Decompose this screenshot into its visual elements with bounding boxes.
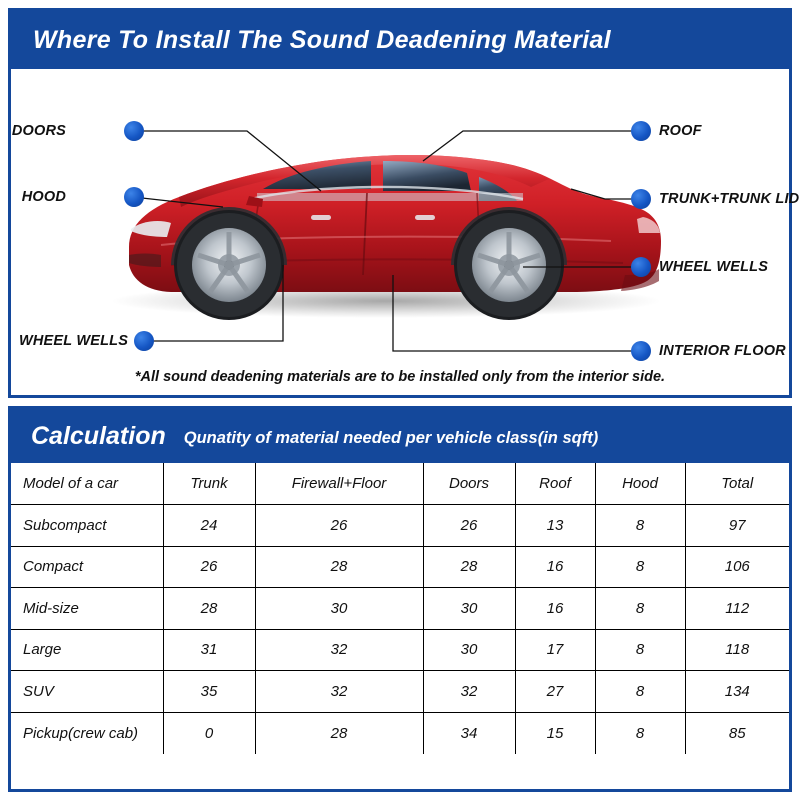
cell-firewall-floor: 28 [255,712,423,754]
callout-dot-roof [631,121,651,141]
table-row [11,671,789,713]
cell-roof: 16 [515,546,595,588]
install-locations-panel [8,8,800,398]
callout-label-roof: ROOF [659,123,702,139]
cell-trunk: 35 [163,671,255,713]
cell-roof: 16 [515,588,595,630]
table-row [11,505,789,547]
calculation-panel [8,406,792,792]
column-header-trunk: Trunk [163,463,255,505]
table-row [11,712,789,754]
table-row [11,588,789,630]
panel-header [11,11,789,69]
column-header-doors: Doors [423,463,515,505]
cell-roof: 27 [515,671,595,713]
cell-trunk: 26 [163,546,255,588]
cell-firewall-floor: 32 [255,629,423,671]
cell-firewall-floor: 30 [255,588,423,630]
cell-model: SUV [11,671,163,713]
cell-firewall-floor: 26 [255,505,423,547]
table-row [11,629,789,671]
page-title: Where To Install The Sound Deadening Material [33,25,611,54]
cell-total: 118 [685,629,789,671]
callout-label-doors: DOORS [11,123,66,139]
cell-model: Large [11,629,163,671]
cell-model: Mid-size [11,588,163,630]
cell-model: Pickup(crew cab) [11,712,163,754]
cell-roof: 17 [515,629,595,671]
car-diagram [11,69,800,395]
calculation-header [11,409,789,463]
table-row [11,546,789,588]
column-header-firewall-floor: Firewall+Floor [255,463,423,505]
callout-label-wheel-wells-right: WHEEL WELLS [659,259,769,275]
cell-hood: 8 [595,588,685,630]
column-header-model: Model of a car [11,463,163,505]
callout-label-interior-floor: INTERIOR FLOOR [659,343,786,359]
callout-dot-wheel-wells-right [631,257,651,277]
cell-trunk: 28 [163,588,255,630]
calculation-subtitle: Qunatity of material needed per vehicle class(in sqft) [183,428,599,447]
cell-total: 97 [685,505,789,547]
cell-model: Compact [11,546,163,588]
cell-trunk: 24 [163,505,255,547]
cell-model: Subcompact [11,505,163,547]
callout-dot-interior-floor [631,341,651,361]
callout-dot-hood [124,187,144,207]
red-sedan-illustration [11,69,789,369]
table-header-row [11,463,789,505]
cell-total: 106 [685,546,789,588]
cell-hood: 8 [595,671,685,713]
column-header-roof: Roof [515,463,595,505]
column-header-hood: Hood [595,463,685,505]
cell-doors: 28 [423,546,515,588]
callout-dot-wheel-wells-left [134,331,154,351]
cell-total: 134 [685,671,789,713]
callout-dot-trunk [631,189,651,209]
calculation-title: Calculation [31,421,166,450]
cell-total: 85 [685,712,789,754]
cell-doors: 32 [423,671,515,713]
cell-doors: 30 [423,629,515,671]
cell-doors: 26 [423,505,515,547]
callout-label-wheel-wells-left: WHEEL WELLS [19,333,129,349]
cell-total: 112 [685,588,789,630]
callout-dot-doors [124,121,144,141]
cell-roof: 13 [515,505,595,547]
cell-roof: 15 [515,712,595,754]
cell-doors: 30 [423,588,515,630]
cell-trunk: 31 [163,629,255,671]
material-quantity-table [11,463,789,754]
callout-label-trunk: TRUNK+TRUNK LID [659,191,800,207]
diagram-footnote: *All sound deadening materials are to be installed only from the interior side. [134,369,666,385]
cell-firewall-floor: 28 [255,546,423,588]
column-header-total: Total [685,463,789,505]
cell-doors: 34 [423,712,515,754]
cell-hood: 8 [595,546,685,588]
cell-trunk: 0 [163,712,255,754]
cell-hood: 8 [595,505,685,547]
cell-hood: 8 [595,629,685,671]
callout-label-hood: HOOD [21,189,66,205]
cell-hood: 8 [595,712,685,754]
cell-firewall-floor: 32 [255,671,423,713]
